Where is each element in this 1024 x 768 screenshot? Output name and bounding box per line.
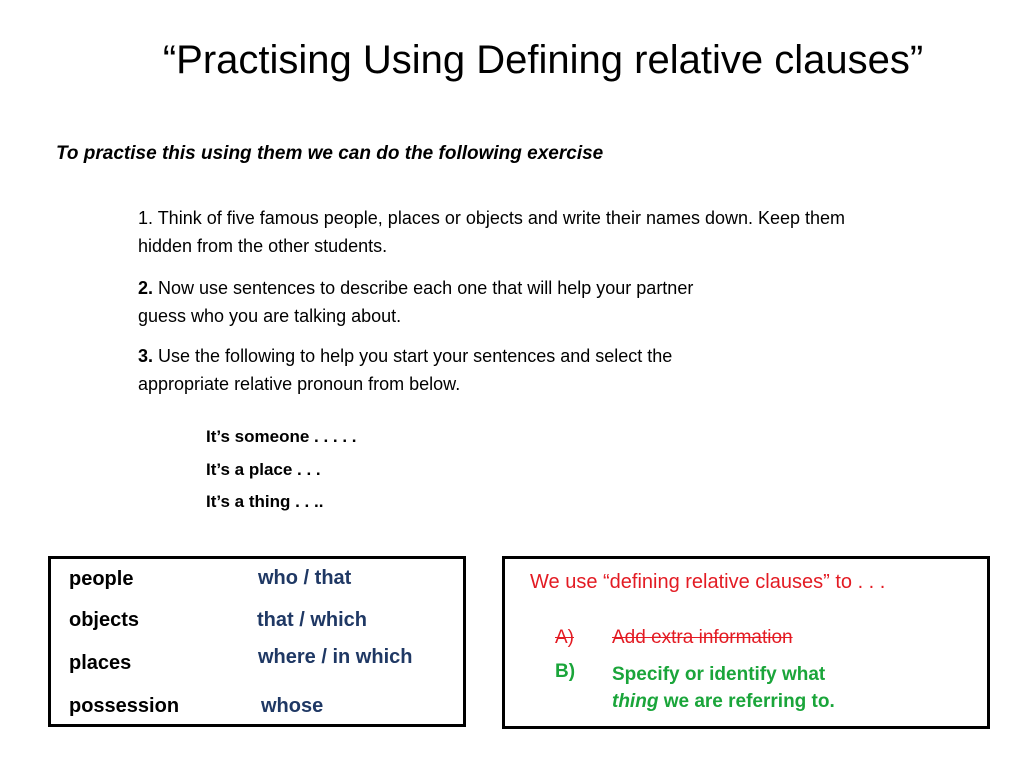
step-3 — [138, 342, 698, 398]
option-b-line1: Specify or identify what — [612, 664, 826, 685]
usage-heading: We use “defining relative clauses” to . . . — [530, 571, 886, 593]
option-b-letter: B) — [555, 661, 576, 682]
starter-thing: It’s a thing . . .. — [206, 492, 324, 511]
option-a-letter: A) — [555, 627, 574, 648]
pronoun-label-possession: possession — [69, 695, 180, 717]
pronoun-objects: that / which — [257, 609, 367, 631]
pronoun-people: who / that — [258, 567, 352, 589]
pronoun-label-people: people — [69, 568, 134, 590]
pronoun-places: where / in which — [258, 646, 413, 668]
pronoun-label-places: places — [69, 652, 132, 674]
option-b-text — [612, 661, 952, 715]
step-1-text: 1. Think of five famous people, places or objects and write their names down. Keep them hidden from the other students. — [138, 208, 846, 256]
step-2-text: Now use sentences to describe each one that will help your partner guess who you are talking about. — [138, 278, 694, 326]
pronoun-possession: whose — [261, 695, 324, 717]
option-a-text: Add extra information — [612, 627, 793, 648]
step-2 — [138, 274, 698, 330]
starter-someone: It’s someone . . . . . — [206, 427, 357, 446]
exercise-intro: To practise this using them we can do the following exercise — [56, 143, 604, 164]
option-b-emphasis: thing — [612, 691, 659, 712]
step-1 — [138, 204, 898, 260]
starter-place: It’s a place . . . — [206, 460, 321, 479]
pronoun-label-objects: objects — [69, 609, 140, 631]
option-b-rest: we are referring to. — [658, 691, 835, 712]
step-3-number: 3. — [138, 346, 154, 366]
step-2-number: 2. — [138, 278, 154, 298]
slide-title: “Practising Using Defining relative clauses” — [162, 38, 924, 82]
step-3-text: Use the following to help you start your sentences and select the appropriate relative pronoun from below. — [138, 346, 673, 394]
